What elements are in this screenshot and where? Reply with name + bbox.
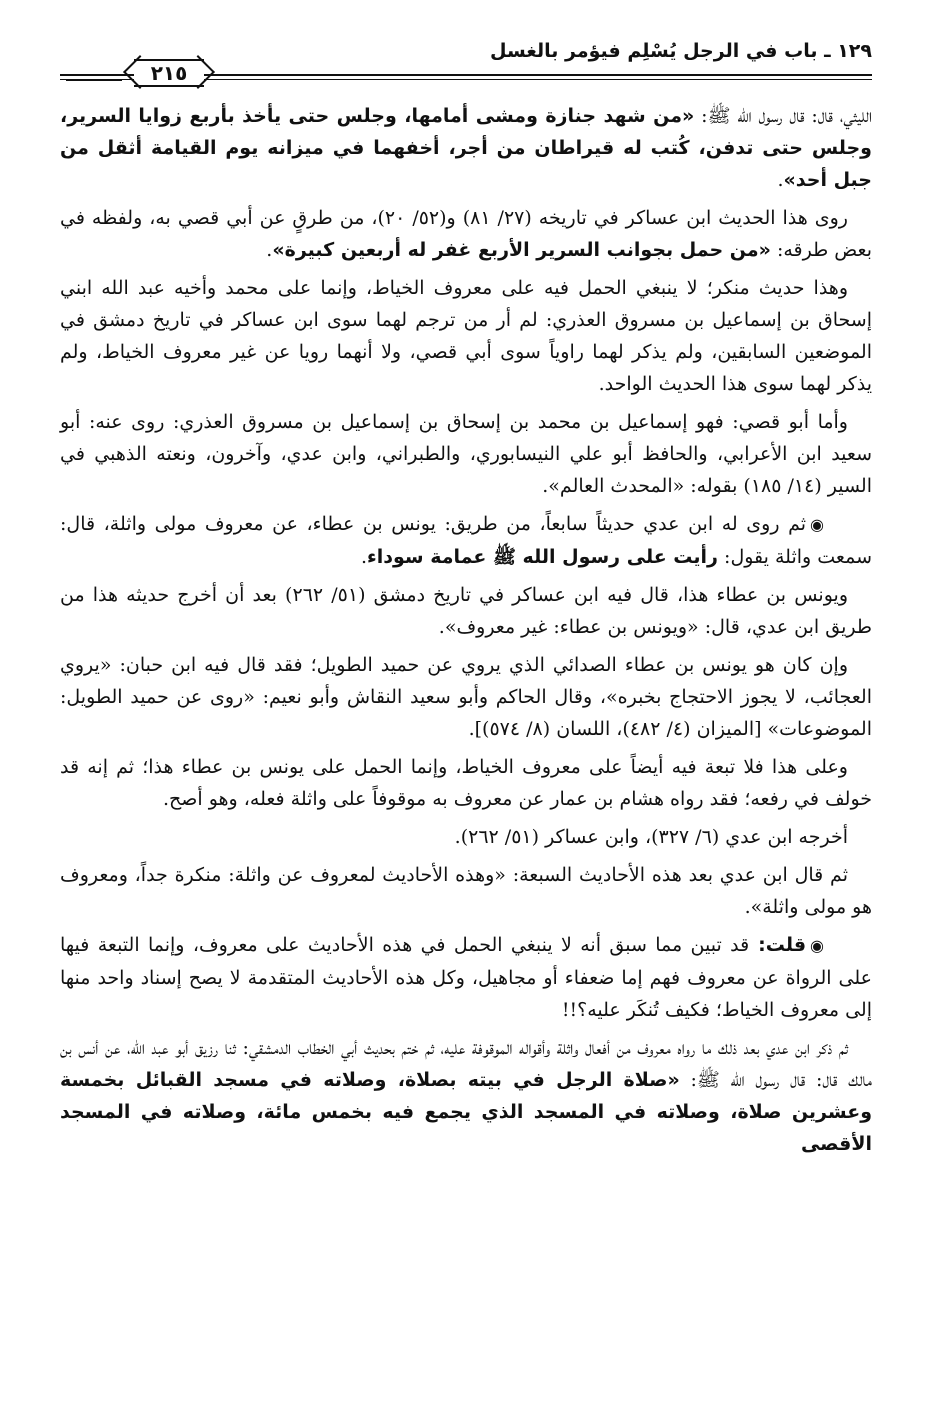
quoted-text: «صلاة الرجل في بيته بصلاة، وصلاته في مسجد القبائل بخمسة وعشرين صلاة، وصلاته في المسجد الذي يجمع فيه بخمس مائة، وصلاته في المسجد الأقصى — [60, 1069, 872, 1155]
page-body — [60, 100, 872, 1160]
page-number-badge — [134, 56, 204, 90]
text-segment: الليثي، قال: قال رسول الله ﷺ: — [694, 105, 872, 127]
text-segment: وهذا حديث منكر؛ لا ينبغي الحمل فيه على معروف الخياط، وإنما على محمد وأخيه عبد الله ابني إسحاق بن إسماعيل بن مسروق العذري: لم أر من ترجم لهما سوى ابن عساكر في تاريخ دمشق في الموضعين السابقين، ولم يذكر لهما راوياً سوى أبي قصي، ولا أنهما رويا عن غير معروف الخياط، ولم يذكر لهما سوى هذا الحديث الواحد. — [60, 277, 872, 395]
text-segment: ثم روى له ابن عدي حديثاً سابعاً، من طريق: يونس بن عطاء، عن معروف مولى واثلة، قال: سمعت واثلة يقول: — [60, 513, 872, 568]
text-segment: وأما أبو قصي: فهو إسماعيل بن محمد بن إسحاق بن إسماعيل بن مسروق العذري: روى عنه: أبو سعيد ابن الأعرابي، والحافظ أبو علي النيسابوري، والطبراني، وابن عدي، وآخرون، ونعته الذهبي في السير (١٤/ ١٨٥) بقوله: «المحدث العالم». — [60, 411, 872, 497]
paragraph-marker-icon: ◉ — [810, 936, 824, 955]
text-segment: ثم قال ابن عدي بعد هذه الأحاديث السبعة: «وهذه الأحاديث لمعروف عن واثلة: منكرة جداً، ومعروف هو مولى واثلة». — [60, 864, 872, 918]
left-dash-bottom — [66, 79, 122, 81]
text-segment: وعلى هذا فلا تبعة فيه أيضاً على معروف الخياط، وإنما الحمل على يونس بن عطاء هذا؛ ثم إنه قد خولف في رفعه؛ فقد رواه هشام بن عمار عن معروف به موقوفاً على واثلة فعله، وهو أصح. — [60, 756, 872, 810]
paragraph — [60, 508, 872, 573]
paragraph — [60, 859, 872, 923]
paragraph — [60, 649, 872, 745]
paragraph — [60, 751, 872, 815]
text-segment: . — [266, 239, 273, 261]
book-page — [60, 34, 872, 1391]
left-dash-top — [66, 74, 122, 76]
paragraph — [60, 272, 872, 400]
paragraph — [60, 579, 872, 643]
text-segment: . — [361, 546, 368, 568]
paragraph — [60, 1032, 872, 1160]
quoted-text: «من حمل بجوانب السرير الأربع غفر له أربعين كبيرة» — [272, 239, 771, 261]
text-segment: قد تبين مما سبق أنه لا ينبغي الحمل في هذه الأحاديث على معروف، وإنما التبعة فيها على الرواة عن معروف فهم إما ضعفاء أو مجاهيل، وكل هذه الأحاديث المتقدمة لا يصح إسناد واحد منها إلى معروف الخياط؛ فكيف تُنكَر عليه؟!! — [60, 934, 872, 1021]
paragraph-marker-icon: ◉ — [810, 515, 824, 534]
paragraph — [60, 821, 872, 853]
text-segment: ويونس بن عطاء هذا، قال فيه ابن عساكر في تاريخ دمشق (٥١/ ٢٦٢) بعد أن أخرج حديثه هذا من طريق ابن عدي، قال: «ويونس بن عطاء: غير معروف». — [60, 584, 872, 638]
text-segment: أخرجه ابن عدي (٦/ ٣٢٧)، وابن عساكر (٥١/ ٢٦٢). — [454, 826, 848, 848]
text-segment: وإن كان هو يونس بن عطاء الصدائي الذي يروي عن حميد الطويل؛ فقد قال فيه ابن حبان: «يروي العجائب، لا يجوز الاحتجاج بخبره»، وقال الحاكم وأبو سعيد النقاش وأبو نعيم: «روى عن حميد الطويل: الموضوعات» [الميزان (٤/ ٤٨٢)، اللسان (٨/ ٥٧٤)]. — [60, 654, 872, 740]
quoted-text: «من شهد جنازة ومشى أمامها، وجلس حتى يأخذ بأربع زوايا السرير، وجلس حتى تدفن، كُتب له قيراطان من أجر، أخفهما في ميزانه يوم القيامة أثقل من جبل أحد» — [60, 105, 872, 191]
text-segment: روى هذا الحديث ابن عساكر في تاريخه (٢٧/ ٨١) و(٥٢/ ٢٠)، من طرقٍ عن أبي قصي به، ولفظه في بعض طرقه: — [60, 207, 872, 261]
running-header — [60, 34, 872, 86]
chapter-title: ١٢٩ ـ باب في الرجل يُسْلِم فيؤمر بالغسل — [490, 40, 872, 62]
text-segment: . — [777, 169, 784, 191]
quoted-text: رأيت على رسول الله ﷺ عمامة سوداء — [367, 546, 718, 568]
paragraph — [60, 202, 872, 266]
paragraph — [60, 929, 872, 1026]
paragraph — [60, 100, 872, 196]
quoted-text: قلت: — [749, 934, 807, 956]
page-number: ٢١٥ — [150, 61, 188, 85]
text-segment: ثم ذكر ابن عدي بعد ذلك ما رواه معروف من أفعال واثلة وأقواله الموقوفة عليه، ثم ختم بحديث أبي الخطاب الدمشقي: ثنا رزيق أبو عبد الله، عن أنس بن مالك قال: قال رسول الله ﷺ: — [60, 1037, 872, 1091]
paragraph — [60, 406, 872, 502]
